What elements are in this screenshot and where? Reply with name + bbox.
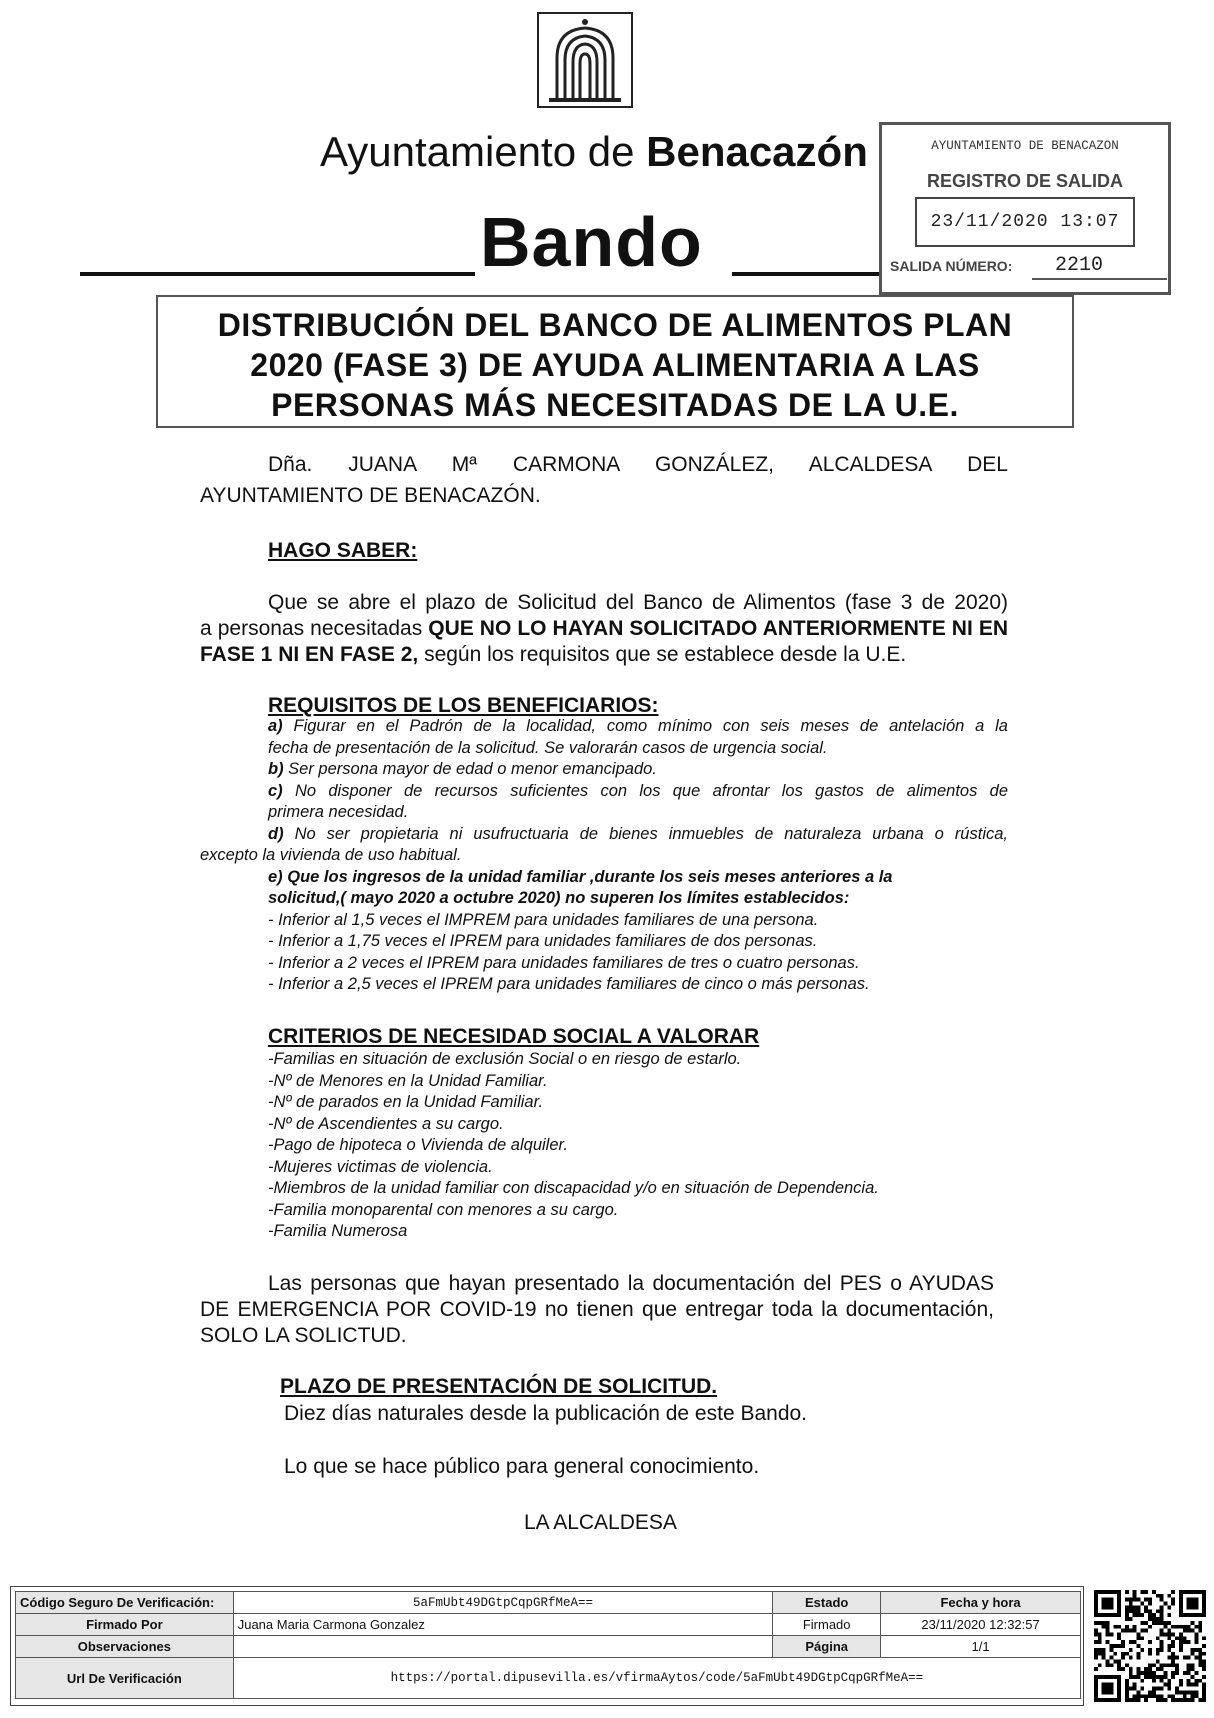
requirement-line: excepto la vivienda de uso habitual.	[200, 846, 462, 864]
requirement-line: b) Ser persona mayor de edad o menor emancipado.	[268, 760, 657, 778]
fecha-value: 23/11/2020 12:32:57	[881, 1614, 1081, 1636]
public-notice: Lo que se hace público para general conocimiento.	[284, 1455, 760, 1478]
income-limit-item: - Inferior a 2,5 veces el IPREM para unidades familiares de cinco o más personas.	[268, 975, 870, 993]
criteria-item: -Miembros de la unidad familiar con discapacidad y/o en situación de Dependencia.	[268, 1179, 879, 1197]
income-limit-item: - Inferior a 2 veces el IPREM para unidades familiares de tres o cuatro personas.	[268, 953, 860, 972]
criteria-item: -Nº de Ascendientes a su cargo.	[268, 1114, 504, 1133]
pes-note-line: Las personas que hayan presentado la documentación del PES o AYUDAS	[268, 1272, 994, 1295]
requirement-line: d) No ser propietaria ni usufructuaria de bienes inmuebles de naturaleza urbana o rústica,	[268, 824, 1008, 843]
subject-box	[156, 295, 1074, 428]
pagina-label: Página	[773, 1636, 881, 1658]
url-label: Url De Verificación	[16, 1658, 234, 1699]
intro-line: FASE 1 NI EN FASE 2, según los requisitos que se establece desde la U.E.	[200, 643, 907, 666]
verification-table	[15, 1591, 1081, 1699]
requirement-line: fecha de presentación de la solicitud. Se valorarán casos de urgencia social.	[268, 738, 828, 757]
verification-footer	[10, 1586, 1084, 1706]
requirement-line: a) Figurar en el Padrón de la localidad, como mínimo con seis meses de antelación a la	[268, 717, 1008, 735]
document-type-title: Bando	[480, 203, 703, 281]
requirement-line: solicitud,( mayo 2020 a octubre 2020) no superen los límites establecidos:	[268, 889, 850, 907]
qr-code-icon	[1094, 1590, 1206, 1702]
criteria-item: -Familias en situación de exclusión Social o en riesgo de estarlo.	[268, 1050, 742, 1068]
fecha-label: Fecha y hora	[881, 1592, 1081, 1614]
criteria-heading: CRITERIOS DE NECESIDAD SOCIAL A VALORAR	[268, 1025, 760, 1048]
issuer-line: AYUNTAMIENTO DE BENACAZÓN.	[200, 484, 541, 507]
pagina-value: 1/1	[881, 1636, 1081, 1658]
firmado-por-value: Juana Maria Carmona Gonzalez	[233, 1614, 773, 1636]
estado-value: Firmado	[773, 1614, 881, 1636]
organization-title: Ayuntamiento de Benacazón	[320, 128, 868, 175]
stamp-number-label: SALIDA NÚMERO:	[890, 258, 1013, 274]
criteria-item: -Familia monoparental con menores a su cargo.	[268, 1200, 619, 1219]
stamp-datetime: 23/11/2020 13:07	[930, 212, 1120, 232]
requirement-line: e) Que los ingresos de la unidad familiar ,durante los seis meses anteriores a la	[268, 867, 893, 886]
observaciones-value	[233, 1636, 773, 1658]
pes-note-line: SOLO LA SOLICTUD.	[200, 1324, 407, 1347]
firmado-por-label: Firmado Por	[16, 1614, 234, 1636]
subject-line: DISTRIBUCIÓN DEL BANCO DE ALIMENTOS PLAN	[217, 307, 1013, 343]
requirement-line: c) No disponer de recursos suficientes con los que afrontar los gastos de alimentos de	[268, 781, 1008, 800]
pes-note-line: DE EMERGENCIA POR COVID-19 no tienen que entregar toda la documentación,	[200, 1298, 994, 1321]
criteria-list	[268, 1049, 1008, 1243]
estado-label: Estado	[773, 1592, 881, 1614]
url-value[interactable]: https://portal.dipusevilla.es/vfirmaAytos/code/5aFmUbt49DGtpCqpGRfMeA==	[233, 1658, 1080, 1699]
csv-value: 5aFmUbt49DGtpCqpGRfMeA==	[233, 1592, 773, 1614]
deadline-heading: PLAZO DE PRESENTACIÓN DE SOLICITUD.	[280, 1375, 718, 1398]
stamp-organization: AYUNTAMIENTO DE BENACAZON	[931, 139, 1119, 153]
hago-saber-heading: HAGO SABER:	[268, 539, 418, 562]
stamp-number: 2210	[1055, 254, 1104, 277]
criteria-item: -Nº de Menores en la Unidad Familiar.	[268, 1071, 548, 1090]
subject-line: 2020 (FASE 3) DE AYUDA ALIMENTARIA A LAS	[250, 347, 980, 383]
criteria-item: -Nº de parados en la Unidad Familiar.	[268, 1093, 544, 1111]
intro-line: Que se abre el plazo de Solicitud del Banco de Alimentos (fase 3 de 2020)	[268, 591, 1008, 614]
arch-gate-icon	[537, 12, 633, 108]
observaciones-label: Observaciones	[16, 1636, 234, 1658]
requirements-heading: REQUISITOS DE LOS BENEFICIARIOS:	[268, 694, 659, 717]
signatory: LA ALCALDESA	[524, 1511, 677, 1534]
subject-heading	[158, 305, 1072, 425]
title-rule-left	[80, 272, 475, 276]
requirement-line: primera necesidad.	[268, 803, 409, 821]
income-limit-item: - Inferior a 1,75 veces el IPREM para unidades familiares de dos personas.	[268, 932, 818, 950]
issuer-line: Dña. JUANA Mª CARMONA GONZÁLEZ, ALCALDESA DEL	[268, 453, 1008, 476]
csv-label: Código Seguro De Verificación:	[16, 1592, 234, 1614]
intro-line: a personas necesitadas QUE NO LO HAYAN SOLICITADO ANTERIORMENTE NI EN	[200, 617, 1008, 640]
criteria-item: -Mujeres victimas de violencia.	[268, 1157, 493, 1176]
income-limit-item: - Inferior al 1,5 veces el IMPREM para unidades familiares de una persona.	[268, 910, 819, 929]
stamp-date-box	[915, 197, 1135, 247]
criteria-item: -Familia Numerosa	[268, 1222, 408, 1240]
subject-line: PERSONAS MÁS NECESITADAS DE LA U.E.	[271, 387, 959, 423]
criteria-item: -Pago de hipoteca o Vivienda de alquiler.	[268, 1136, 568, 1154]
stamp-number-underline	[1032, 278, 1167, 280]
stamp-registry-type: REGISTRO DE SALIDA	[926, 171, 1123, 191]
deadline-text: Diez días naturales desde la publicación de este Bando.	[284, 1402, 808, 1425]
registry-stamp	[879, 122, 1171, 295]
requirements-list	[200, 716, 1008, 996]
